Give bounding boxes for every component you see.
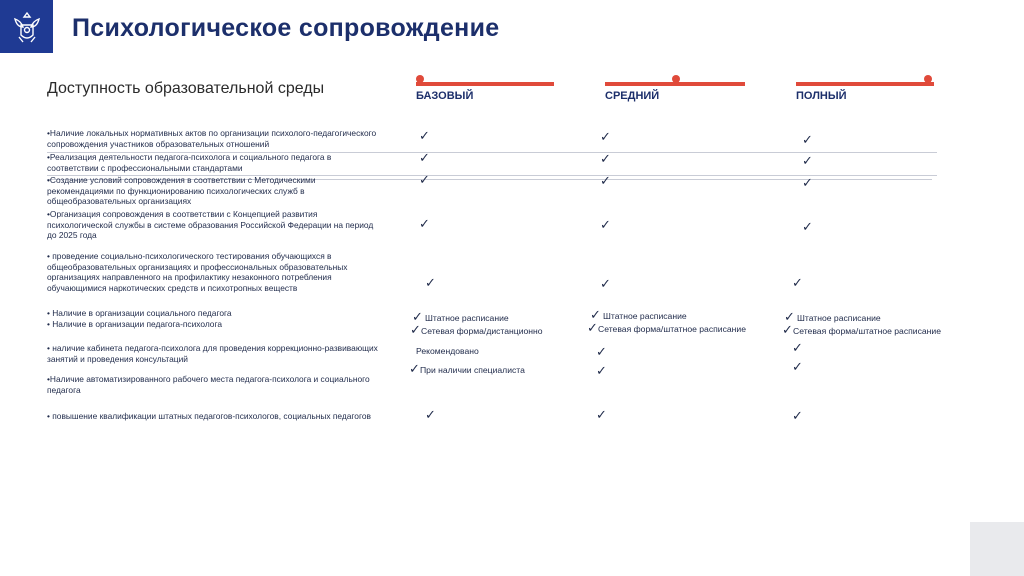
check-mark-icon: ✓ — [802, 175, 813, 190]
check-mark-icon: ✓ — [802, 132, 813, 147]
check-mark-icon: ✓ — [410, 322, 421, 337]
note-full-staff: Штатное расписание — [797, 313, 881, 323]
check-mark-icon: ✓ — [782, 322, 793, 337]
check-mark-icon: ✓ — [792, 359, 803, 374]
check-mark-icon: ✓ — [425, 407, 436, 422]
criterion-local-acts: •Наличие локальных нормативных актов по организации психолого-педагогического сопровождения участников образовательных отношений — [47, 128, 377, 149]
emblem-logo — [0, 0, 53, 53]
level-dot-basic — [416, 75, 424, 83]
check-mark-icon: ✓ — [792, 408, 803, 423]
check-mark-icon: ✓ — [596, 363, 607, 378]
page-subtitle: Доступность образовательной среды — [47, 80, 325, 97]
note-basic-specialist: При наличии специалиста — [420, 365, 525, 375]
note-basic-staff: Штатное расписание — [425, 313, 509, 323]
check-mark-icon: ✓ — [600, 129, 611, 144]
check-mark-icon: ✓ — [419, 128, 430, 143]
criterion-methodical-recommendations: •Создание условий сопровождения в соответствии с Методическими рекомендациями по функционированию психологических служб в общеобразовательных организациях — [47, 175, 316, 207]
check-mark-icon: ✓ — [802, 219, 813, 234]
check-mark-icon: ✓ — [792, 275, 803, 290]
check-mark-icon: ✓ — [600, 173, 611, 188]
corner-decoration — [970, 522, 1024, 576]
check-mark-icon: ✓ — [600, 151, 611, 166]
note-middle-network: Сетевая форма/штатное расписание — [598, 324, 746, 334]
criterion-cabinet: • наличие кабинета педагога-психолога для проведения коррекционно-развивающих занятий и проведения консультаций — [47, 343, 378, 364]
note-basic-network: Сетевая форма/дистанционно — [421, 326, 543, 336]
note-middle-staff: Штатное расписание — [603, 311, 687, 321]
check-mark-icon: ✓ — [792, 340, 803, 355]
check-mark-icon: ✓ — [600, 217, 611, 232]
level-dot-full — [924, 75, 932, 83]
note-basic-recommended: Рекомендовано — [416, 346, 479, 356]
criterion-professional-standards: •Реализация деятельности педагога-психолога и социального педагога в соответствии с профессиональными стандартами — [47, 152, 332, 173]
check-mark-icon: ✓ — [802, 153, 813, 168]
check-mark-icon: ✓ — [596, 344, 607, 359]
level-label-middle: СРЕДНИЙ — [605, 90, 660, 102]
criterion-staff: • Наличие в организации социального педагога • Наличие в организации педагога-психолога — [47, 308, 232, 329]
check-mark-icon: ✓ — [419, 172, 430, 187]
check-mark-icon: ✓ — [590, 307, 601, 322]
note-full-network: Сетевая форма/штатное расписание — [793, 326, 941, 336]
criterion-testing: • проведение социально-психологического тестирования обучающихся в общеобразовательных организациях и профессиональных образовательных организациях направленного на профилактику незаконного потребления обучающимися наркотических средств и психотропных веществ — [47, 251, 348, 293]
level-bar-basic — [416, 82, 554, 86]
check-mark-icon: ✓ — [412, 309, 423, 324]
level-bar-full — [796, 82, 934, 86]
page-title: Психологическое сопровождение — [72, 14, 500, 42]
check-mark-icon: ✓ — [596, 407, 607, 422]
level-label-basic: БАЗОВЫЙ — [416, 90, 474, 102]
criterion-qualification: • повышение квалификации штатных педагогов-психологов, социальных педагогов — [47, 411, 371, 421]
level-dot-middle — [672, 75, 680, 83]
criterion-concept-2025: •Организация сопровождения в соответствии с Концепцией развития психологической службы в системе образования Российской Федерации на период до 2025 года — [47, 209, 374, 241]
check-mark-icon: ✓ — [419, 150, 430, 165]
criterion-workstation: •Наличие автоматизированного рабочего места педагога-психолога и социального педагога — [47, 374, 370, 395]
check-mark-icon: ✓ — [587, 320, 598, 335]
check-mark-icon: ✓ — [784, 309, 795, 324]
check-mark-icon: ✓ — [409, 361, 420, 376]
level-label-full: ПОЛНЫЙ — [796, 90, 847, 102]
check-mark-icon: ✓ — [425, 275, 436, 290]
check-mark-icon: ✓ — [600, 276, 611, 291]
check-mark-icon: ✓ — [419, 216, 430, 231]
